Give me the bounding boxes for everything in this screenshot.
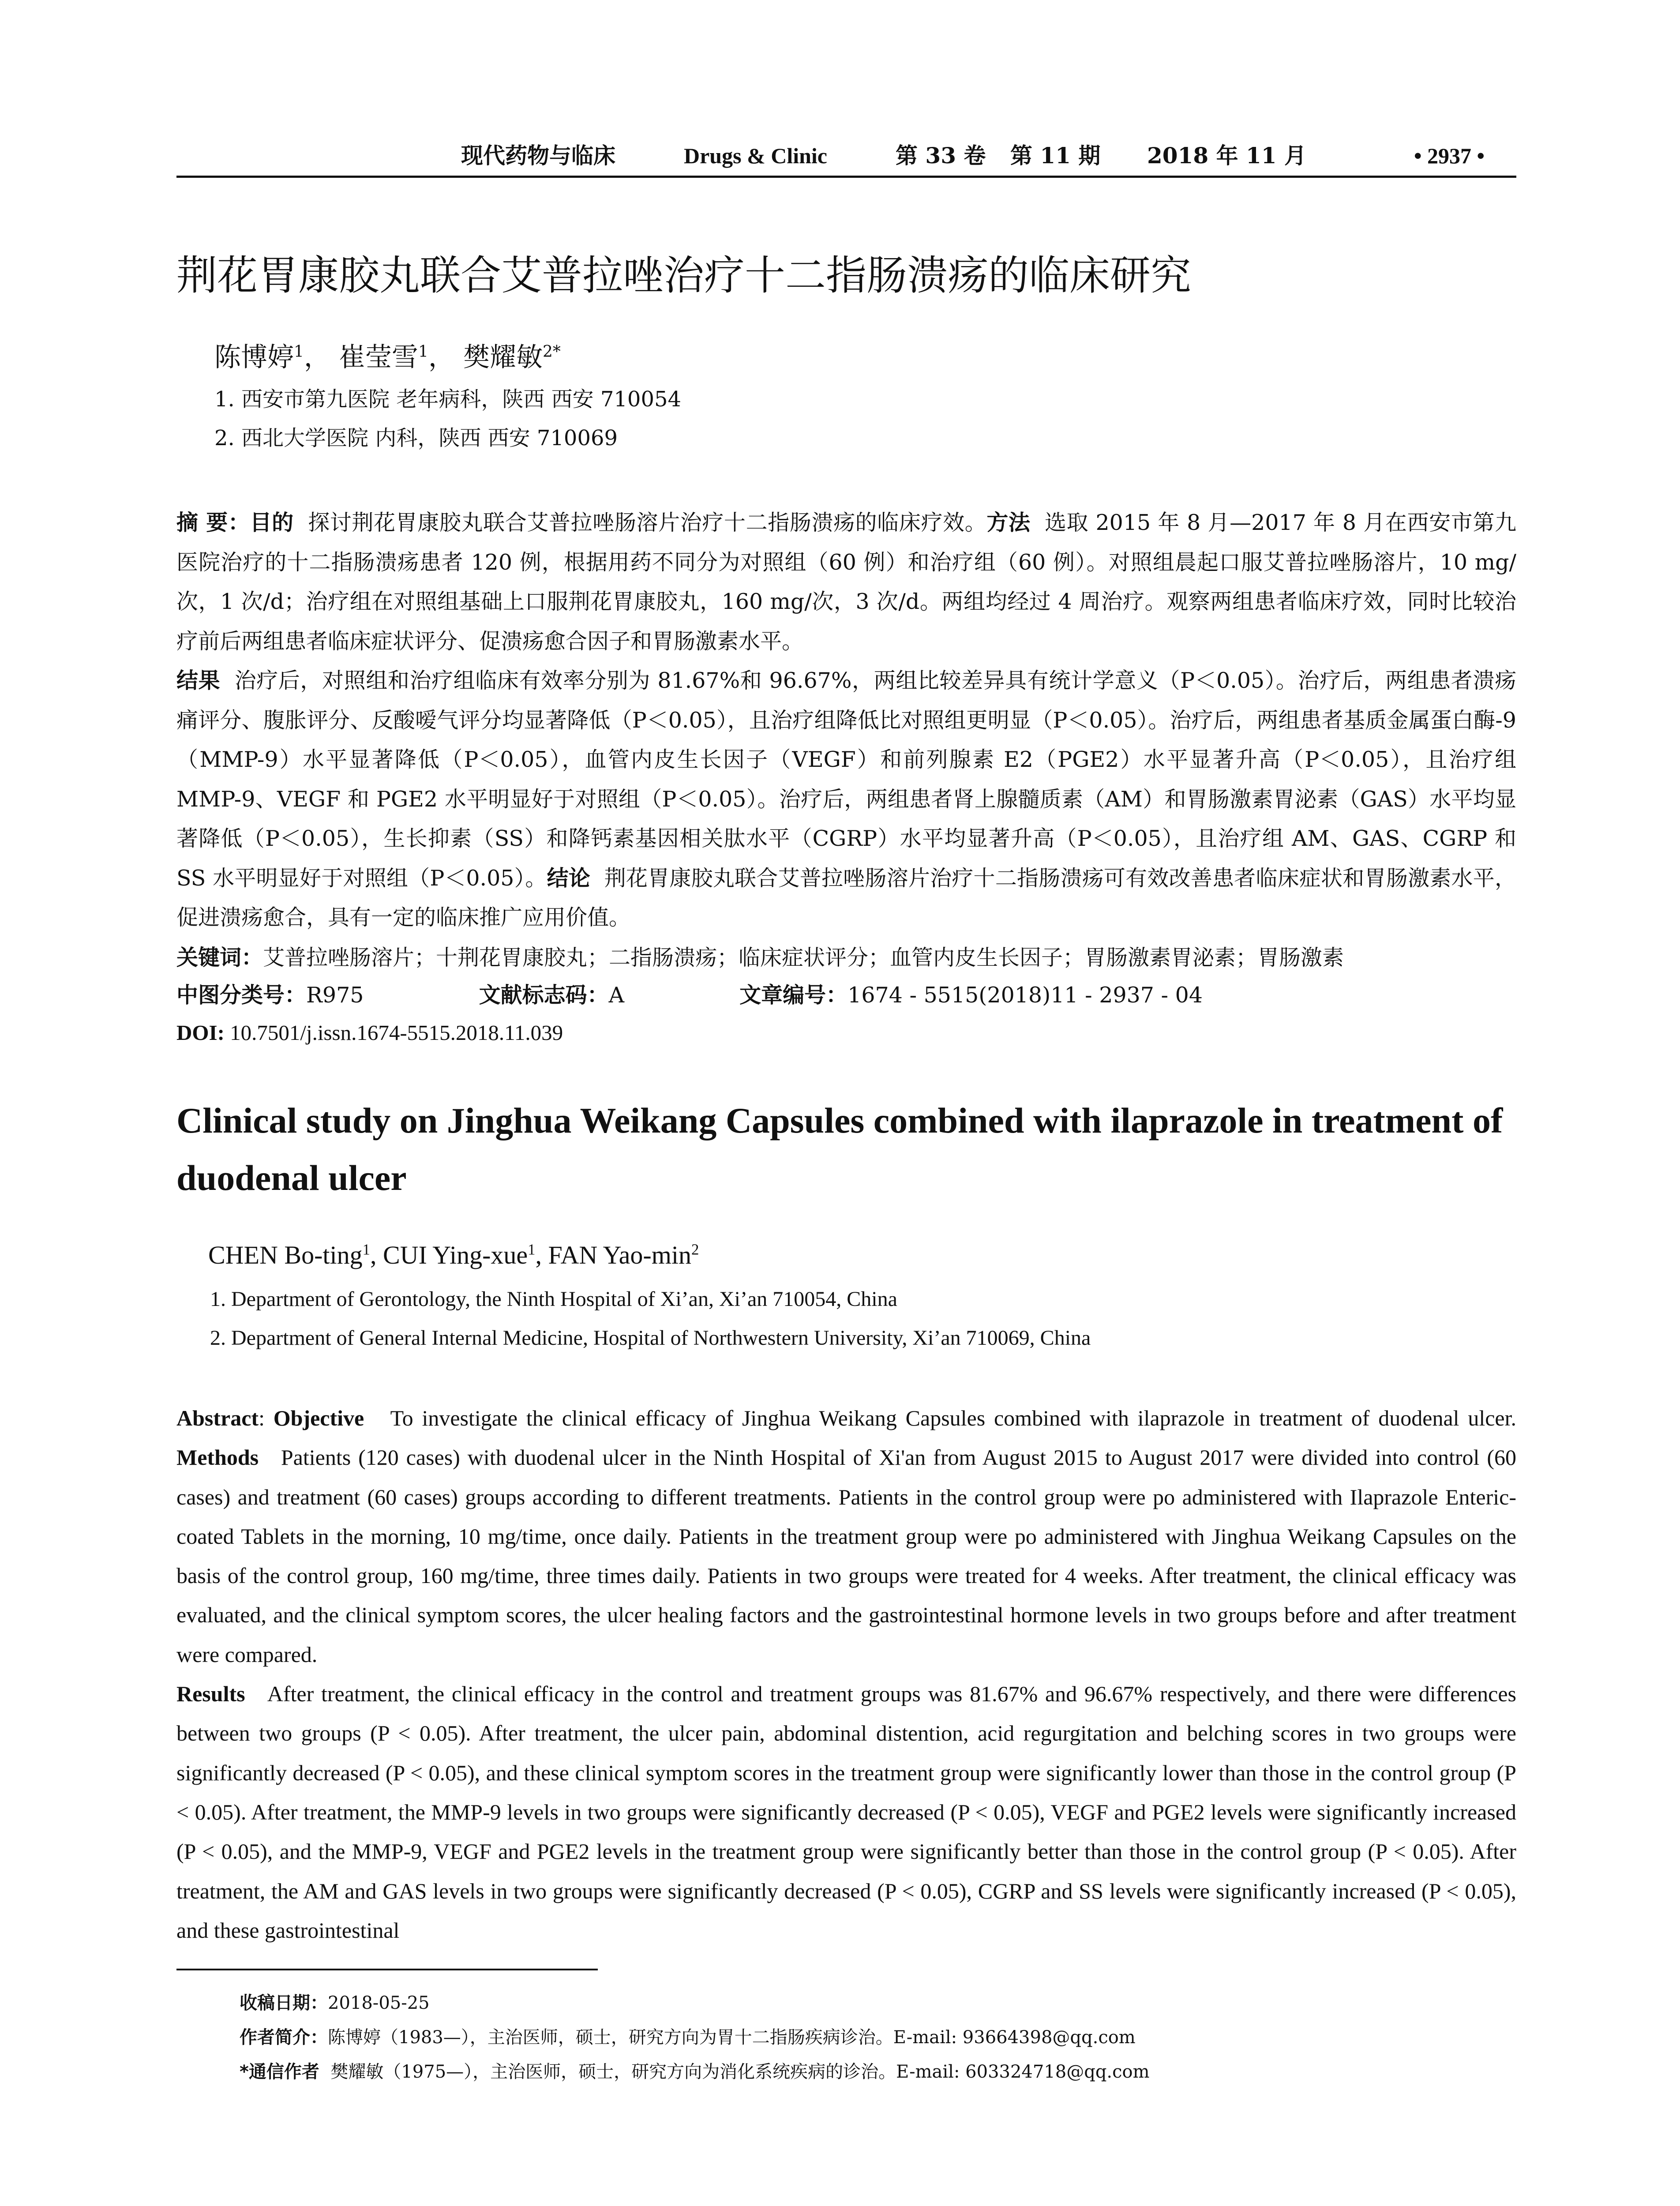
results-label: 结果 xyxy=(176,668,221,693)
objective-label-en: Objective xyxy=(273,1406,364,1430)
author-affiliation-mark: 1 xyxy=(362,1241,371,1258)
author-affiliation-mark: 1 xyxy=(528,1241,536,1258)
author-separator: ， xyxy=(304,342,330,373)
abstract-cn xyxy=(176,503,1516,938)
author-name: 崔莹雪 xyxy=(338,342,418,373)
affiliation-cn-1: 1. 西安市第九医院 老年病科，陕西 西安 710054 xyxy=(214,387,682,412)
affiliation-en-1: 1. Department of Gerontology, the Ninth Hospital of Xi’an, Xi’an 710054, China xyxy=(210,1287,897,1311)
doi-line xyxy=(176,1014,563,1051)
methods-label-en: Methods xyxy=(176,1445,259,1470)
conclusion-text: 荆花胃康胶丸联合艾普拉唑肠溶片治疗十二指肠溃疡可有效改善患者临床症状和胃肠激素水平，促进溃疡愈合，具有一定的临床推广应用价值。 xyxy=(176,865,1516,930)
keywords-cn xyxy=(176,939,1344,976)
author-affiliation-mark: 1 xyxy=(418,343,428,361)
footnote-label: 收稿日期： xyxy=(240,1993,328,2013)
footnote-corresponding-author xyxy=(240,2059,1150,2085)
author-name: 樊耀敏 xyxy=(463,342,543,373)
footnote-author-bio xyxy=(240,2024,1136,2051)
clc-value: R975 xyxy=(306,983,364,1008)
clc-label: 中图分类号： xyxy=(176,983,307,1008)
article-title-en: Clinical study on Jinghua Weikang Capsules combined with ilaprazole in treatment of duodenal ulcer xyxy=(176,1100,1503,1198)
author-name: FAN Yao-min xyxy=(548,1241,691,1269)
abstract-label: 摘 要： xyxy=(176,510,250,535)
author-name: CHEN Bo-ting xyxy=(208,1241,363,1269)
results-text: 治疗后，对照组和治疗组临床有效率分别为 81.67%和 96.67%，两组比较差异具有统计学意义（P＜0.05）。治疗后，两组患者溃疡痛评分、腹胀评分、反酸嗳气评分均显著降低（P＜0.05），且治疗组降低比对照组更明显（P＜0.05）。治疗后，两组患者基质金属蛋白酶-9（MMP-9）水平显著降低（P＜0.05），血管内皮生长因子（VEGF）和前列腺素 E2（PGE2）水平显著升高（P＜0.05），且治疗组 MMP-9、VEGF 和 PGE2 水平明显好于对照组（P＜0.05）。治疗后，两组患者肾上腺髓质素（AM）和胃肠激素胃泌素（GAS）水平均显著降低（P＜0.05），生长抑素（SS）和降钙素基因相关肽水平（CGRP）水平均显著升高（P＜0.05），且治疗组 AM、GAS、CGRP 和 SS 水平明显好于对照组（P＜0.05）。 xyxy=(176,668,1516,891)
conclusion-label: 结论 xyxy=(547,865,591,891)
footnote-received xyxy=(240,1990,430,2016)
author-list-cn xyxy=(214,338,561,377)
journal-issue: 第 11 期 xyxy=(1010,143,1101,169)
footnote-text: 陈博婷（1983—），主治医师，硕士，研究方向为胃十二指肠疾病诊治。E-mail: 93664398@qq.com xyxy=(328,2027,1136,2048)
author-affiliation-mark: 2* xyxy=(542,343,561,361)
methods-text: 选取 2015 年 8 月—2017 年 8 月在西安市第九医院治疗的十二指肠溃疡患者 120 例，根据用药不同分为对照组（60 例）和治疗组（60 例）。对照组晨起口服艾普拉唑肠溶片，10 mg/次，1 次/d；治疗组在对照组基础上口服荆花胃康胶丸，160 mg/次，3 次/d。两组均经过 4 周治疗。观察两组患者临床疗效，同时比较治疗前后两组患者临床症状评分、促溃疡愈合因子和胃肠激素水平。 xyxy=(176,510,1516,654)
author-affiliation-mark: 1 xyxy=(294,343,304,361)
journal-name-en: Drugs & Clinic xyxy=(684,143,827,168)
author-separator: , xyxy=(370,1241,383,1269)
author-separator: , xyxy=(535,1241,548,1269)
results-text-en: After treatment, the clinical efficacy in the control and treatment groups was 81.67% and 96.67% respectively, and there were differences between two groups (P < 0.05). After treatment, the ulcer pain, abdominal distention, acid regurgitation and belching scores in two groups were significantly decreased (P < 0.05), and these clinical symptom scores in the treatment group were significantly lower than those in the control group (P < 0.05). After treatment, the MMP-9 levels in two groups were significantly decreased (P < 0.05), VEGF and PGE2 levels were significantly increased (P < 0.05), and the MMP-9, VEGF and PGE2 levels in the treatment group were significantly better than those in the control group (P < 0.05). After treatment, the AM and GAS levels in two groups were significantly decreased (P < 0.05), CGRP and SS levels were significantly increased (P < 0.05), and these gastrointestinal xyxy=(176,1681,1516,1943)
journal-volume: 第 33 卷 xyxy=(896,143,986,169)
objective-text-en: To investigate the clinical efficacy of Jinghua Weikang Capsules combined with ilaprazole in treatment of duodenal ulcer. xyxy=(390,1406,1516,1430)
article-title-cn: 荆花胃康胶丸联合艾普拉唑治疗十二指肠溃疡的临床研究 xyxy=(176,252,1192,299)
affiliation-cn-2: 2. 西北大学医院 内科，陕西 西安 710069 xyxy=(214,426,618,450)
article-no-value: 1674 - 5515(2018)11 - 2937 - 04 xyxy=(848,983,1203,1008)
footnote-label: *通信作者 xyxy=(240,2062,319,2082)
author-affiliation-mark: 2 xyxy=(691,1241,699,1258)
doi-label: DOI: xyxy=(176,1020,225,1045)
results-label-en: Results xyxy=(176,1681,245,1707)
classification-line xyxy=(176,976,1203,1014)
doc-code-label: 文献标志码： xyxy=(479,983,609,1008)
footnote-rule xyxy=(176,1969,598,1970)
keywords-text: 艾普拉唑肠溶片；十荆花胃康胶丸；二指肠溃疡；临床症状评分；血管内皮生长因子；胃肠激素胃泌素；胃肠激素 xyxy=(263,945,1344,970)
abstract-label-en: Abstract xyxy=(176,1406,259,1430)
footnote-label: 作者简介： xyxy=(240,2027,328,2048)
doi-value: 10.7501/j.issn.1674-5515.2018.11.039 xyxy=(230,1020,563,1045)
affiliation-en-2: 2. Department of General Internal Medicine, Hospital of Northwestern University, Xi’an 710069, China xyxy=(210,1326,1091,1350)
abstract-en: Abstract: Objective To investigate the clinical efficacy of Jinghua Weikang Capsules combined with ilaprazole in treatment of duodenal ulcer. Methods Patients (120 cases) with duodenal ulcer in the Ninth Hospital of Xi'an from August 2015 to August 2017 were divided into control (60 cases) and treatment (60 cases) groups according to different treatments. Patients in the control group were po administered with Ilaprazole Enteric-coated Tablets in the morning, 10 mg/time, once daily. Patients in the treatment group were po administered with Jinghua Weikang Capsules on the basis of the control group, 160 mg/time, three times daily. Patients in two groups were treated for 4 weeks. After treatment, the clinical efficacy was evaluated, and the clinical symptom scores, the ulcer healing factors and the gastrointestinal hormone levels in two groups before and after treatment were compared. Results After treatment, the clinical efficacy in the control and treatment groups was 81.67% and 96.67% respectively, and there were differences between two groups (P < 0.05). After treatment, the ulcer pain, abdominal distention, acid regurgitation and belching scores in two groups were significantly decreased (P < 0.05), and these clinical symptom scores in the treatment group were significantly lower than those in the control group (P < 0.05). After treatment, the MMP-9 levels in two groups were significantly decreased (P < 0.05), VEGF and PGE2 levels were significantly increased (P < 0.05), and the MMP-9, VEGF and PGE2 levels in the treatment group were significantly better than those in the control group (P < 0.05). After treatment, the AM and GAS levels in two groups were significantly decreased (P < 0.05), CGRP and SS levels were significantly increased (P < 0.05), and these gastrointestinal xyxy=(176,1406,1517,1943)
header-rule xyxy=(176,176,1516,178)
footnote-text: 樊耀敏（1975—），主治医师，硕士，研究方向为消化系统疾病的诊治。E-mail: 603324718@qq.com xyxy=(330,2062,1150,2082)
page-number: • 2937 • xyxy=(1414,143,1485,168)
author-name: CUI Ying-xue xyxy=(383,1241,528,1269)
keywords-label: 关键词： xyxy=(176,945,263,970)
methods-label: 方法 xyxy=(986,510,1031,535)
author-separator: ， xyxy=(428,342,455,373)
doc-code-value: A xyxy=(608,983,624,1008)
article-no-label: 文章编号： xyxy=(739,983,848,1008)
journal-name-cn: 现代药物与临床 xyxy=(461,143,615,169)
footnote-text: 2018-05-25 xyxy=(328,1993,430,2013)
objective-text: 探讨荆花胃康胶丸联合艾普拉唑肠溶片治疗十二指肠溃疡的临床疗效。 xyxy=(308,510,987,535)
methods-text-en: Patients (120 cases) with duodenal ulcer in the Ninth Hospital of Xi'an from August 2015 to August 2017 were divided into control (60 cases) and treatment (60 cases) groups according to different treatments. Patients in the control group were po administered with Ilaprazole Enteric-coated Tablets in the morning, 10 mg/time, once daily. Patients in the treatment group were po administered with Jinghua Weikang Capsules on the basis of the control group, 160 mg/time, three times daily. Patients in two groups were treated for 4 weeks. After treatment, the clinical efficacy was evaluated, and the clinical symptom scores, the ulcer healing factors and the gastrointestinal hormone levels in two groups before and after treatment were compared. xyxy=(176,1445,1517,1667)
author-list-en xyxy=(208,1235,699,1275)
journal-date: 2018 年 11 月 xyxy=(1147,143,1306,169)
objective-label: 目的 xyxy=(250,510,294,535)
author-name: 陈博婷 xyxy=(214,342,294,373)
